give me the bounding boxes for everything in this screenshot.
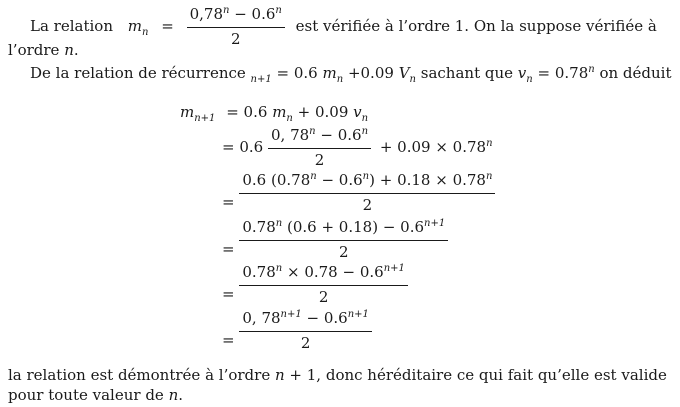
eq-line-3: = $\frac{0.6 (0.78^n - 0.6^n) + 0.18 \times 0.78^n}{2}$ <box>222 172 495 214</box>
eq-line-4: = $\frac{0.78^n (0.6 + 0.18) - 0.6^{n+1}}{2}$ <box>222 219 448 261</box>
para3-line1: la relation est démontrée à l’ordre n + 1, donc héréditaire ce qui fait qu’elle est valide <box>8 366 667 384</box>
relation-fraction: $\frac{0,78^n - 0.6^n}{2}$ <box>187 6 285 48</box>
eq-line-1: $m_{n+1} = 0.6$ $m_n + 0.09$ $v_n$ <box>180 103 369 124</box>
eq-line-6: = $\frac{0, 78^{n+1} - 0.6^{n+1}}{2}$ <box>222 310 372 352</box>
eq-line-2: = 0.6 $\frac{0, 78^n - 0.6^n}{2}$ + $0.09 \times 0.78^n$ <box>222 126 493 169</box>
para2-line: De la relation de récurrence $_{n+1}$ = 0.6 $m_n +0.09$ $V_n$ sachant que $v_n = 0.78^n$ on déduit <box>30 64 672 85</box>
para1-line1: La relation $m_n$ = $\frac{0,78^n - 0.6^n}{2}$ est vérifiée à l’ordre 1. On la suppose vérifiée à <box>30 5 657 48</box>
para3-line2: pour toute valeur de n. <box>8 386 184 404</box>
eq-line-5: = $\frac{0.78^n \times 0.78 - 0.6^{n+1}}{2}$ <box>222 264 408 306</box>
para1-line2: l’ordre n. <box>8 41 79 59</box>
